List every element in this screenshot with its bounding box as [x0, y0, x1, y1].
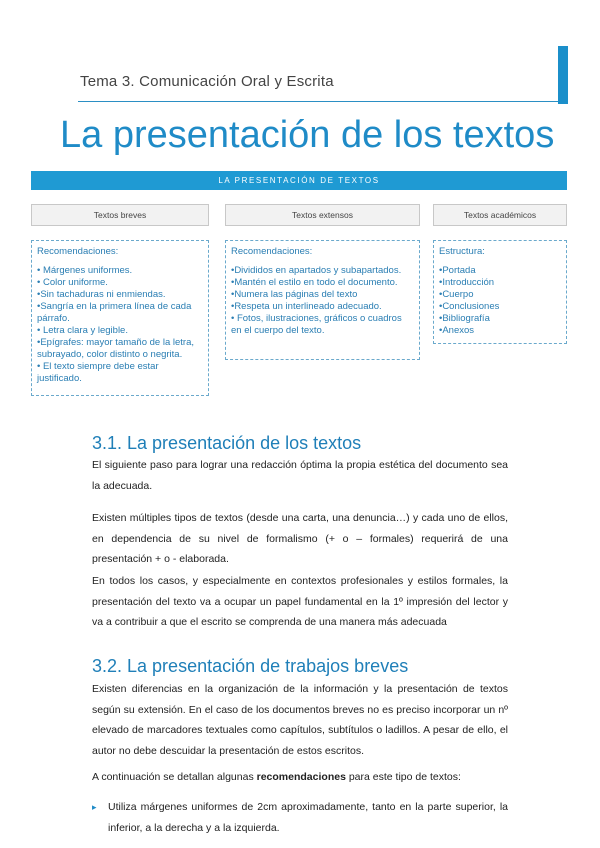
- box-heading: Estructura:: [439, 246, 485, 257]
- list-item: •Sangría en la primera línea de cada párrafo.: [37, 301, 192, 324]
- text-run: para este tipo de textos:: [345, 771, 461, 783]
- list-item: Utiliza márgenes uniformes de 2cm aproximadamente, tanto en la parte superior, la inferior, a la derecha y a la izquierda.: [108, 801, 508, 834]
- list-item: • Fotos, ilustraciones, gráficos o cuadros en el cuerpo del texto.: [231, 313, 402, 336]
- emphasis: recomendaciones: [256, 771, 346, 783]
- list-item: • Letra clara y legible.: [37, 325, 128, 336]
- bullet-arrow-icon: ▸: [92, 802, 97, 812]
- academic-texts-structure: [433, 240, 567, 344]
- list-item: •Divididos en apartados y subapartados.: [231, 265, 402, 276]
- paragraph: En todos los casos, y especialmente en contextos profesionales y estilos formales, la presentación del texto va a ocupar un papel fundamental en la 1º impresión del lector y va a contribuir a que el escrito se comprenda de una manera más adecuada: [92, 575, 508, 628]
- paragraph: El siguiente paso para lograr una redacción óptima la propia estética del documento sea la adecuada.: [92, 459, 508, 492]
- list-item: •Anexos: [439, 325, 475, 336]
- long-texts-recommendations: [225, 240, 420, 360]
- list-item: •Bibliografía: [439, 313, 490, 324]
- list-item: •Introducción: [439, 277, 495, 288]
- page-title: La presentación de los textos: [60, 114, 555, 156]
- box-heading: Recomendaciones:: [37, 246, 119, 257]
- list-item: •Numera las páginas del texto: [231, 289, 358, 300]
- list-item: •Conclusiones: [439, 301, 500, 312]
- paragraph: [92, 767, 508, 788]
- text-run: A continuación se detallan algunas: [92, 771, 257, 783]
- short-texts-recommendations: [31, 240, 209, 396]
- header-rule: [78, 101, 558, 102]
- list-item: •Cuerpo: [439, 289, 474, 300]
- list-item: •Epígrafes: mayor tamaño de la letra, subrayado, color distinto o negrita.: [37, 337, 194, 360]
- list-item: •Portada: [439, 265, 476, 276]
- category-long-texts: Textos extensos: [225, 204, 420, 226]
- box-heading: Recomendaciones:: [231, 246, 313, 257]
- document-topic: Tema 3. Comunicación Oral y Escrita: [80, 73, 334, 90]
- diagram-banner: LA PRESENTACIÓN DE TEXTOS: [31, 171, 567, 190]
- list-item: • Color uniforme.: [37, 277, 108, 288]
- category-short-texts: Textos breves: [31, 204, 209, 226]
- list-item: • Márgenes uniformes.: [37, 265, 133, 276]
- header-accent-bar: [558, 46, 568, 104]
- list-item: • El texto siempre debe estar justificado.: [37, 361, 159, 384]
- paragraph: Existen múltiples tipos de textos (desde una carta, una denuncia…) y cada uno de ellos, en dependencia de su nivel de formalismo (+ o – formales) requerirá de una presentación + o - elaborada.: [92, 512, 508, 565]
- list-item: •Sin tachaduras ni enmiendas.: [37, 289, 166, 300]
- category-academic-texts: Textos académicos: [433, 204, 567, 226]
- section-heading-3-1: 3.1. La presentación de los textos: [92, 433, 362, 453]
- section-heading-3-2: 3.2. La presentación de trabajos breves: [92, 656, 409, 676]
- list-item: •Respeta un interlineado adecuado.: [231, 301, 382, 312]
- paragraph: Existen diferencias en la organización de la información y la presentación de textos según su extensión. En el caso de los documentos breves no es preciso incorporar un nº elevado de marcadores textuales como capítulos, subtítulos o ladillos. A pesar de ello, el autor no debe descuidar la presentación de estos escritos.: [92, 683, 508, 757]
- list-item: •Mantén el estilo en todo el documento.: [231, 277, 398, 288]
